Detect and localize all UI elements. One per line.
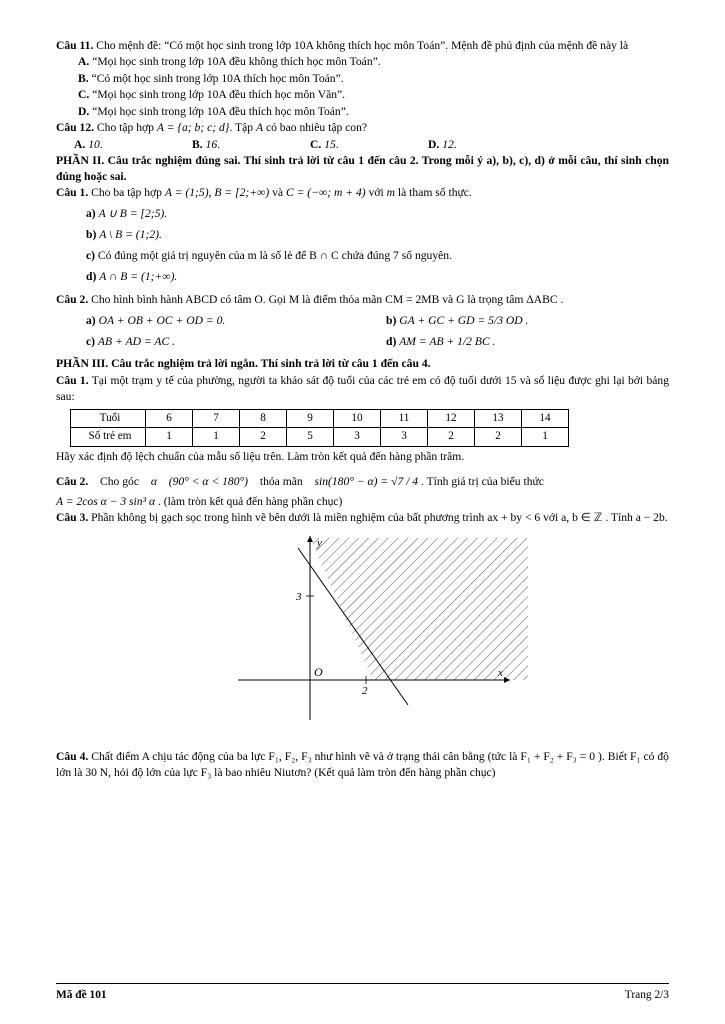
item-key: a) bbox=[86, 207, 96, 221]
angle-alpha: α bbox=[150, 474, 157, 488]
question-11 bbox=[56, 38, 669, 54]
question-12-stem-before: Cho tập hợp bbox=[96, 121, 154, 135]
option-key: C. bbox=[310, 137, 322, 151]
option-key: D. bbox=[78, 104, 90, 118]
count-cell: 2 bbox=[240, 428, 287, 446]
age-cell: 10 bbox=[334, 409, 381, 427]
option-text: “Mọi học sinh trong lớp 10A đều thích học môn Toán”. bbox=[92, 104, 349, 118]
option-text: 16 bbox=[205, 137, 218, 151]
count-cell: 2 bbox=[428, 428, 475, 446]
conjunction: và bbox=[272, 186, 284, 200]
question-stem: Chất điểm A chịu tác động của ba lực F₁, F₂, F₃ như hình vẽ và ở trạng thái cân bằng (tức là F₁ + F₂ + F₃ = 0 ). Biết F₁ có độ lớn là 30 N, hỏi độ lớn của lực F₃ là bao nhiêu Niutơn? (Kết quả làm tròn đến hàng phần chục) bbox=[56, 750, 669, 779]
row-header-age: Tuổi bbox=[71, 409, 146, 427]
count-cell: 2 bbox=[475, 428, 522, 446]
question-11-option-b bbox=[56, 71, 669, 87]
option-key: B. bbox=[78, 71, 89, 85]
question-12-set-name: A bbox=[255, 121, 264, 135]
age-frequency-table bbox=[70, 409, 569, 447]
part2-q2-row-2 bbox=[56, 334, 669, 350]
part2-question-1: Câu 1. Cho ba tập hợp A = (1;5), B = [2;+∞) và C = (−∞; m + 4) với m là tham số thực. bbox=[56, 186, 472, 200]
age-cell: 8 bbox=[240, 409, 287, 427]
question-11-stem: Cho mệnh đề: “Có một học sinh trong lớp 10A không thích học môn Toán”. Mệnh đề phủ định của mệnh đề này là bbox=[96, 39, 629, 52]
question-11-label: Câu 11. bbox=[56, 39, 94, 52]
question-12-stem-after: có bao nhiêu tập con? bbox=[265, 121, 368, 135]
question-12-option-d: D. 12. bbox=[428, 137, 457, 151]
question-11-option-c bbox=[56, 87, 669, 103]
figure-x-axis-label: x bbox=[497, 667, 503, 680]
count-cell: 3 bbox=[381, 428, 428, 446]
stem-before: Cho góc bbox=[100, 474, 139, 488]
question-12-option-a: A. 10. bbox=[74, 137, 103, 151]
figure-y-axis-label: y bbox=[316, 537, 322, 550]
question-12-label: Câu 12. bbox=[56, 121, 95, 135]
count-cell: 1 bbox=[193, 428, 240, 446]
question-label: Câu 4. bbox=[56, 750, 89, 764]
item-key: b) bbox=[86, 228, 97, 242]
figure-origin-label: O bbox=[313, 665, 323, 680]
exam-code: Mã đề 101 bbox=[56, 989, 107, 1002]
expression-a: A = 2cos α − 3 sin³ α bbox=[56, 494, 156, 508]
option-text: 10 bbox=[88, 137, 100, 151]
option-text: “Mọi học sinh trong lớp 10A đều thích học môn Văn”. bbox=[92, 88, 346, 102]
item-text: A ∪ B = [2;5). bbox=[98, 207, 168, 221]
option-text: 12 bbox=[442, 137, 454, 151]
question-12-set-expr: A = {a; b; c; d} bbox=[156, 121, 230, 135]
count-cell: 5 bbox=[287, 428, 334, 446]
count-cell: 1 bbox=[522, 428, 569, 446]
stem-mid: với bbox=[368, 186, 384, 200]
question-11-option-a bbox=[56, 54, 669, 70]
part2-heading: PHẦN II. Câu trắc nghiệm đúng sai. Thí sinh trả lời từ câu 1 đến câu 2. Trong mỗi ý a), b), c), d) ở mỗi câu, thí sinh chọn đúng hoặc sai. bbox=[56, 153, 669, 183]
stem-after: . Tính giá trị của biểu thức bbox=[420, 474, 544, 488]
set-a-expr: A = (1;5) bbox=[164, 186, 209, 200]
row-header-count: Số trẻ em bbox=[71, 428, 146, 446]
count-cell: 3 bbox=[334, 428, 381, 446]
question-stem: Phần không bị gạch sọc trong hình vẽ bên dưới là miền nghiệm của bất phương trình ax + by < 6 với a, b ∈ ℤ . Tính a − 2b. bbox=[91, 511, 668, 525]
part2-q1-item-c bbox=[56, 248, 669, 264]
option-text: “Mọi học sinh trong lớp 10A đều không thích học môn Toán”. bbox=[92, 55, 381, 69]
rounding-note: . (làm tròn kết quả đến hàng phần chục) bbox=[157, 494, 343, 508]
item-key: c) bbox=[86, 249, 96, 263]
item-text: A ∩ B = (1;+∞). bbox=[99, 270, 178, 284]
part2-q2-item-a bbox=[86, 313, 386, 329]
age-cell: 11 bbox=[381, 409, 428, 427]
item-text: A \ B = (1;2). bbox=[99, 228, 162, 242]
item-key: d) bbox=[386, 335, 397, 349]
option-key: C. bbox=[78, 88, 90, 102]
question-12-stem-mid: . Tập bbox=[229, 121, 254, 135]
age-cell: 12 bbox=[428, 409, 475, 427]
figure-y-intercept-label: 3 bbox=[295, 591, 301, 604]
option-key: B. bbox=[192, 137, 203, 151]
part2-q2-row-1 bbox=[56, 313, 669, 329]
angle-condition: (90° < α < 180°) bbox=[168, 474, 249, 488]
set-c-expr: C = (−∞; m + 4) bbox=[285, 186, 366, 200]
question-label: Câu 2. bbox=[56, 293, 89, 307]
figure-x-intercept-label: 2 bbox=[361, 685, 367, 698]
set-b-expr: B = [2;+∞) bbox=[214, 186, 270, 200]
item-text: Có đúng một giá trị nguyên của m là số lẻ để B ∩ C chứa đúng 7 số nguyên. bbox=[97, 249, 452, 263]
item-key: a) bbox=[86, 314, 96, 328]
question-label: Câu 3. bbox=[56, 511, 89, 525]
option-text: “Có một học sinh trong lớp 10A thích học môn Toán”. bbox=[91, 71, 344, 85]
question-12-option-b: B. 16. bbox=[192, 137, 221, 151]
part3-question-3 bbox=[56, 510, 669, 526]
question-stem: Cho ba tập hợp bbox=[91, 186, 162, 200]
age-cell: 14 bbox=[522, 409, 569, 427]
stem-mid: thỏa mãn bbox=[259, 474, 303, 488]
figure-svg bbox=[198, 530, 528, 730]
part2-question-2 bbox=[56, 292, 669, 308]
item-text: OA + OB + OC + OD = 0. bbox=[98, 314, 226, 328]
part2-q2-item-d bbox=[386, 334, 495, 350]
part3-question-4 bbox=[56, 749, 669, 781]
question-label: Câu 1. bbox=[56, 186, 89, 200]
option-text: 15 bbox=[324, 137, 336, 151]
part3-q2-expression-line bbox=[56, 494, 669, 510]
part3-question-2 bbox=[56, 474, 669, 490]
item-text: AM = AB + 1/2 BC . bbox=[399, 335, 496, 349]
part3-question-1 bbox=[56, 373, 669, 405]
question-label: Câu 2. bbox=[56, 474, 89, 488]
item-key: d) bbox=[86, 270, 97, 284]
table-row-counts bbox=[71, 428, 569, 446]
question-stem: Tại một trạm y tế của phường, người ta khảo sát độ tuổi của các trẻ em có độ tuổi dưới 15 và số liệu được ghi lại bởi bảng sau: bbox=[56, 373, 669, 403]
question-label: Câu 1. bbox=[56, 373, 89, 387]
option-key: D. bbox=[428, 137, 440, 151]
age-cell: 7 bbox=[193, 409, 240, 427]
option-key: A. bbox=[78, 55, 90, 69]
part2-q2-item-c bbox=[86, 334, 386, 350]
stem-after: là tham số thực. bbox=[397, 186, 472, 200]
inequality-region-figure bbox=[198, 530, 528, 735]
part3-heading: PHẦN III. Câu trắc nghiệm trả lời ngắn. Thí sinh trả lời từ câu 1 đến câu 4. bbox=[56, 357, 431, 371]
question-12-option-c: C. 15. bbox=[310, 137, 339, 151]
count-cell: 1 bbox=[146, 428, 193, 446]
age-cell: 9 bbox=[287, 409, 334, 427]
param-m: m bbox=[386, 186, 396, 200]
part2-q1-item-a bbox=[56, 206, 669, 222]
part2-q1-item-b bbox=[56, 227, 669, 243]
option-key: A. bbox=[74, 137, 86, 151]
part3-q1-after: Hãy xác định độ lệch chuẩn của mẫu số liệu trên. Làm tròn kết quả đến hàng phần trăm. bbox=[56, 449, 465, 463]
question-11-option-d bbox=[56, 104, 669, 120]
question-12-options bbox=[56, 137, 669, 153]
question-stem: Cho hình bình hành ABCD có tâm O. Gọi M là điểm thỏa mãn CM = 2MB và G là trọng tâm ΔABC . bbox=[91, 293, 564, 307]
item-text: GA + GC + GD = 5/3 OD . bbox=[399, 314, 529, 328]
sin-equation: sin(180° − α) = √7 / 4 bbox=[314, 474, 419, 488]
age-cell: 6 bbox=[146, 409, 193, 427]
age-cell: 13 bbox=[475, 409, 522, 427]
page-footer bbox=[56, 983, 669, 1004]
part2-q1-item-d bbox=[56, 269, 669, 285]
item-key: c) bbox=[86, 335, 96, 349]
question-12 bbox=[56, 120, 669, 136]
item-text: AB + AD = AC . bbox=[97, 335, 175, 349]
table-row-ages bbox=[71, 409, 569, 427]
part2-q2-item-b bbox=[386, 313, 528, 329]
item-key: b) bbox=[386, 314, 397, 328]
page-number: Trang 2/3 bbox=[624, 989, 669, 1002]
